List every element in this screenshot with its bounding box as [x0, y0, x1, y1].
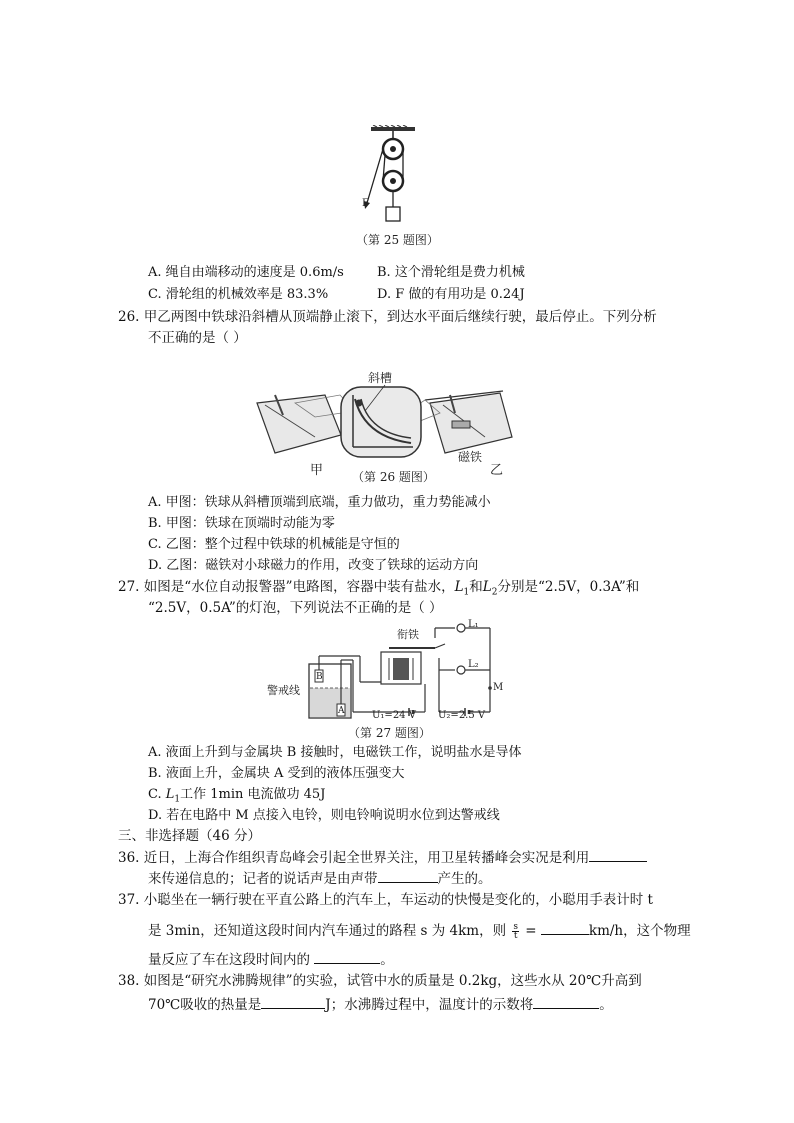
q27-option-a: A. 液面上升到与金属块 B 接触时，电磁铁工作，说明盐水是导体	[148, 745, 522, 760]
q36-line1	[118, 848, 647, 867]
q26-stem: 26. 甲乙两图中铁球沿斜槽从顶端静止滚下，到达水平面后继续行驶，最后停止。下列分析	[118, 309, 657, 325]
lamp-l2-sub: 2	[491, 587, 498, 598]
lamp-l1-symbol: L	[454, 579, 464, 595]
q26-option-a: A. 甲图：铁球从斜槽顶端到底端，重力做功，重力势能减小	[148, 495, 491, 510]
q26-option-d: D. 乙图：磁铁对小球磁力的作用，改变了铁球的运动方向	[148, 558, 479, 573]
q26-option-c: C. 乙图：整个过程中铁球的机械能是守恒的	[148, 537, 400, 552]
q27-option-d: D. 若在电路中 M 点接入电铃，则电铃响说明水位到达警戒线	[148, 808, 500, 823]
lamp-l1-label: L₁	[468, 619, 479, 630]
q26-option-b: B. 甲图：铁球在顶端时动能为零	[148, 516, 335, 531]
q36-blank-2[interactable]	[378, 869, 438, 883]
lamp-l2-symbol: L	[482, 579, 492, 595]
q38-blank-2[interactable]	[533, 995, 599, 1009]
q27-option-c-sub: 1	[174, 794, 181, 805]
fraction-denominator: t	[513, 931, 518, 941]
block-b-label: B	[316, 672, 323, 682]
slope-label: 斜槽	[368, 371, 393, 385]
q27-option-b: B. 液面上升，金属块 A 受到的液体压强变大	[148, 766, 405, 781]
lamp-l1-sub: 1	[463, 587, 470, 598]
q27-option-c-lamp: L	[165, 787, 175, 802]
q37-blank-2[interactable]	[314, 950, 380, 964]
q27-option-c	[148, 786, 325, 809]
armature-label: 衔铁	[397, 628, 419, 641]
block-a-label: A	[338, 706, 345, 716]
jia-label: 甲	[310, 463, 324, 478]
q37-line1: 37. 小聪坐在一辆行驶在平直公路上的汽车上，车运动的快慢是变化的，小聪用手表计时 t	[118, 892, 653, 908]
q36-text-1: 36. 近日，上海合作组织青岛峰会引起全世界关注，用卫星转播峰会实况是利用	[118, 850, 590, 866]
q38-line2	[148, 995, 613, 1014]
figure-caption-27: （第 27 题图）	[348, 726, 431, 740]
q36-text-2: 来传递信息的；记者的说话声是由声带	[148, 871, 378, 887]
magnet-label: 磁铁	[458, 450, 483, 464]
q37-text-4: 。	[380, 952, 394, 968]
fraction-numerator: s	[513, 922, 518, 932]
lamp-l2-label: L₂	[468, 659, 479, 670]
q37-line2	[148, 921, 691, 940]
q36-line2	[148, 869, 492, 888]
warning-line-label: 警戒线	[267, 684, 300, 697]
q38-text-1: 70℃吸收的热量是	[148, 997, 262, 1013]
q37-equals: =	[525, 923, 537, 939]
and-text: 和	[469, 579, 483, 595]
figure-caption-25: （第 25 题图）	[356, 233, 439, 247]
q38-text-3: 。	[599, 997, 613, 1013]
q27-option-c-prefix: C.	[148, 787, 166, 802]
q25-option-b: B. 这个滑轮组是费力机械	[377, 265, 525, 280]
u2-label: U₂=2.5 V	[438, 710, 486, 721]
yi-label: 乙	[490, 463, 504, 478]
q27-stem-b: 分别是“2.5V，0.3A”和	[497, 579, 640, 595]
s-over-t-fraction	[512, 923, 519, 940]
q38-text-2: J；水沸腾过程中，温度计的示数将	[325, 997, 534, 1013]
q27-stem-a: 27. 如图是“水位自动报警器”电路图，容器中装有盐水，	[118, 579, 455, 595]
u1-label: U₁=24 V	[372, 710, 416, 721]
figure-caption-26: （第 26 题图）	[352, 470, 435, 484]
pulley-diagram	[355, 125, 435, 233]
section-title: 三、非选择题（46 分）	[118, 828, 261, 844]
q38-blank-1[interactable]	[261, 995, 325, 1009]
q36-blank-1[interactable]	[589, 848, 647, 862]
q36-text-3: 产生的。	[437, 871, 492, 887]
q37-line3	[148, 950, 394, 969]
q27-option-c-text: 工作 1min 电流做功 45J	[180, 787, 326, 802]
q38-line1: 38. 如图是“研究水沸腾规律”的实验，试管中水的质量是 0.2kg，这些水从 20℃升高到	[118, 973, 642, 989]
force-label: F	[362, 198, 369, 209]
point-m-label: M	[493, 682, 504, 693]
q37-blank-1[interactable]	[541, 921, 589, 935]
q25-option-a: A. 绳自由端移动的速度是 0.6m/s	[148, 265, 344, 280]
q26-stem-2: 不正确的是（ ）	[148, 330, 247, 346]
q37-text-3: 量反应了车在这段时间内的	[148, 952, 310, 968]
q27-stem-2: “2.5V，0.5A”的灯泡，下列说法不正确的是（ ）	[148, 600, 443, 616]
q25-option-d: D. F 做的有用功是 0.24J	[377, 287, 525, 302]
q25-option-c: C. 滑轮组的机械效率是 83.3%	[148, 287, 329, 302]
q37-text-2: km/h，这个物理	[588, 923, 691, 939]
q37-text-1: 是 3min，还知道这段时间内汽车通过的路程 s 为 4km，则	[148, 923, 507, 939]
